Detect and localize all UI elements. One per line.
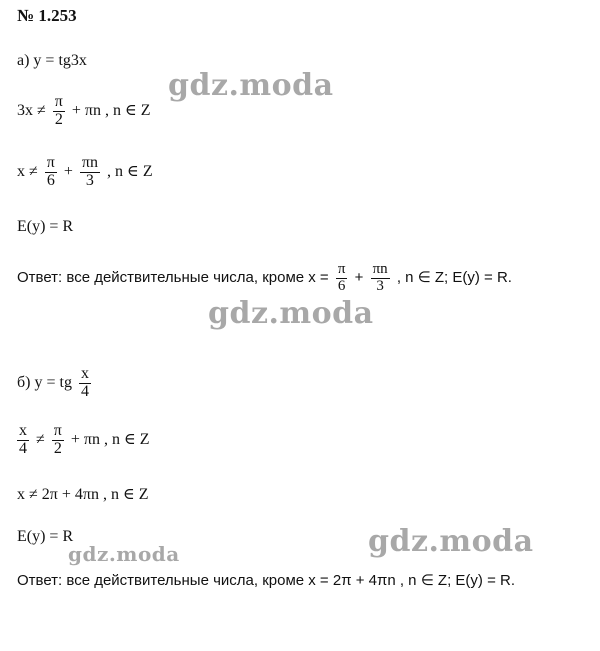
fraction-numerator: x [80, 365, 89, 382]
part-b-answer: Ответ: все действительные числа, кроме x = 2π + 4πn , n ∈ Z; E(y) = R. [17, 572, 516, 589]
answer-suffix: , n ∈ Z; E(y) = R. [396, 269, 512, 287]
fraction-denominator: 6 [337, 277, 346, 294]
not-equal-sign: ≠ [36, 430, 45, 448]
fraction-numerator: πn [372, 261, 388, 277]
part-b-function [17, 366, 94, 401]
part-a-function: а) y = tg3x [17, 52, 87, 69]
fraction [45, 155, 57, 190]
part-a-line3 [17, 155, 153, 190]
fraction-numerator: π [46, 154, 55, 171]
fraction-numerator: πn [81, 154, 98, 171]
part-a-answer [17, 262, 512, 295]
fraction-denominator: 6 [46, 171, 55, 189]
part-b-line3: x ≠ 2π + 4πn , n ∈ Z [17, 486, 149, 503]
fraction-denominator: 3 [85, 171, 94, 189]
problem-number: № 1.253 [17, 6, 77, 25]
plus-sign: + [354, 269, 364, 287]
fraction [80, 155, 100, 190]
part-b-line2-right: + πn , n ∈ Z [70, 430, 150, 448]
watermark: gdz.moda [68, 542, 180, 566]
watermark: gdz.moda [208, 296, 374, 331]
part-a-range: E(y) = R [17, 218, 74, 235]
fraction [53, 94, 65, 129]
fraction-denominator: 4 [19, 439, 27, 457]
part-b-function-prefix: б) y = tg [17, 373, 72, 391]
fraction-numerator: π [53, 422, 62, 439]
fraction-numerator: x [19, 422, 27, 439]
fraction [52, 423, 64, 458]
fraction [17, 423, 29, 458]
part-b-range: E(y) = R [17, 528, 74, 545]
plus-sign: + [63, 162, 73, 180]
part-b-line2 [14, 423, 150, 458]
watermark: gdz.moda [368, 524, 534, 559]
fraction [79, 366, 91, 401]
fraction-numerator: π [337, 261, 346, 277]
fraction-numerator: π [54, 93, 63, 110]
watermark: gdz.moda [168, 68, 334, 103]
fraction-denominator: 2 [53, 439, 62, 457]
fraction [371, 262, 390, 295]
answer-prefix: Ответ: все действительные числа, кроме x = [17, 269, 329, 287]
part-a-line3-left: x ≠ [17, 162, 38, 180]
fraction-denominator: 2 [54, 110, 63, 128]
fraction [336, 262, 348, 295]
fraction-denominator: 3 [376, 277, 384, 294]
part-a-line2 [17, 94, 151, 129]
part-a-line3-right: , n ∈ Z [106, 162, 153, 180]
part-a-line2-left: 3x ≠ [17, 101, 46, 119]
part-a-line2-right: + πn , n ∈ Z [71, 101, 151, 119]
fraction-denominator: 4 [80, 382, 89, 400]
